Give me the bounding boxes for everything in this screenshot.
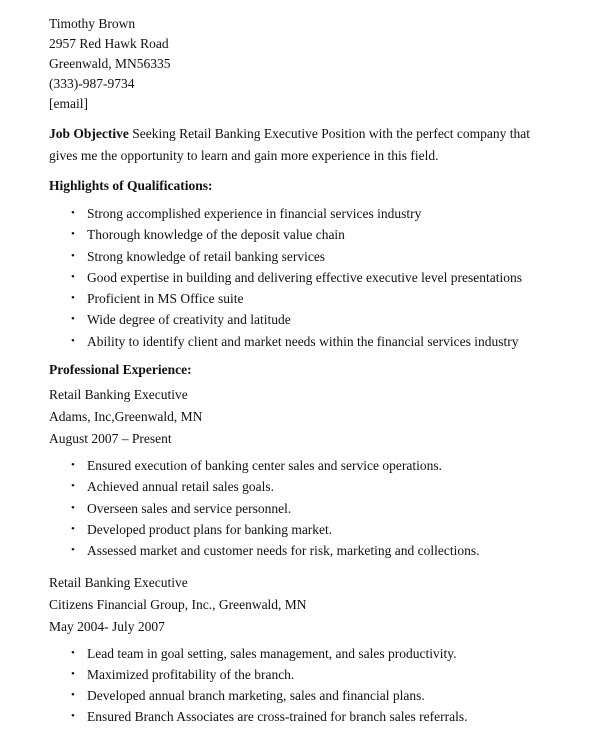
bullet-icon: • [71, 646, 75, 659]
job-objective [49, 123, 554, 167]
qualifications-list [49, 203, 589, 352]
list-item: • Ensured execution of banking center sales and service operations. [71, 455, 589, 476]
list-item: • Developed annual branch marketing, sales and financial plans. [71, 685, 589, 706]
list-item: • Developed product plans for banking market. [71, 519, 589, 540]
job-entry [49, 572, 589, 638]
bullet-icon: • [71, 334, 75, 347]
job-entry [49, 384, 589, 450]
bullet-icon: • [71, 667, 75, 680]
list-item: • Thorough knowledge of the deposit value chain [71, 224, 589, 245]
bullet-icon: • [71, 522, 75, 535]
list-item: • Overseen sales and service personnel. [71, 498, 589, 519]
bullet-icon: • [71, 544, 75, 557]
job-position: Retail Banking Executive [49, 574, 188, 590]
objective-text: Seeking Retail Banking Executive Position with the perfect company that gives me the opportunity to learn and gain more experience in this field. [49, 126, 531, 163]
job-position: Retail Banking Executive [49, 387, 188, 403]
job-company: Citizens Financial Group, Inc., Greenwald, MN [49, 596, 307, 612]
bullet-icon: • [71, 313, 75, 326]
bullet-icon: • [71, 689, 75, 702]
bullet-icon: • [71, 270, 75, 283]
list-item: • Good expertise in building and delivering effective executive level presentations [71, 267, 589, 288]
experience-title: Professional Experience: [49, 362, 192, 378]
contact-phone: (333)-987-9734 [49, 76, 135, 91]
list-item: • Wide degree of creativity and latitude [71, 309, 589, 330]
list-item: • Maximized profitability of the branch. [71, 664, 589, 685]
list-item: • Ensured Branch Associates are cross-trained for branch sales referrals. [71, 706, 589, 727]
bullet-icon: • [71, 228, 75, 241]
contact-city: Greenwald, MN56335 [49, 56, 171, 71]
objective-label: Job Objective [49, 126, 129, 141]
resume-page [49, 14, 589, 728]
list-item: • Achieved annual retail sales goals. [71, 476, 589, 497]
qualifications-title: Highlights of Qualifications: [49, 178, 213, 193]
list-item: • Strong knowledge of retail banking services [71, 246, 589, 267]
job-company: Adams, Inc,Greenwald, MN [49, 409, 203, 425]
bullet-icon: • [71, 249, 75, 262]
job-dates: May 2004- July 2007 [49, 618, 165, 634]
job-dates: August 2007 – Present [49, 431, 172, 447]
bullet-icon: • [71, 480, 75, 493]
job-duties-list [49, 643, 589, 728]
contact-block [49, 14, 589, 114]
list-item: • Strong accomplished experience in financial services industry [71, 203, 589, 224]
list-item: • Lead team in goal setting, sales management, and sales productivity. [71, 643, 589, 664]
bullet-icon: • [71, 710, 75, 723]
bullet-icon: • [71, 459, 75, 472]
list-item: • Ability to identify client and market needs within the financial services industry [71, 331, 589, 352]
contact-street: 2957 Red Hawk Road [49, 36, 169, 51]
list-item: • Assessed market and customer needs for risk, marketing and collections. [71, 540, 589, 561]
bullet-icon: • [71, 501, 75, 514]
job-duties-list [49, 455, 589, 561]
contact-name: Timothy Brown [49, 16, 136, 31]
list-item: • Proficient in MS Office suite [71, 288, 589, 309]
contact-email: [email] [49, 96, 88, 111]
bullet-icon: • [71, 207, 75, 219]
bullet-icon: • [71, 292, 75, 305]
